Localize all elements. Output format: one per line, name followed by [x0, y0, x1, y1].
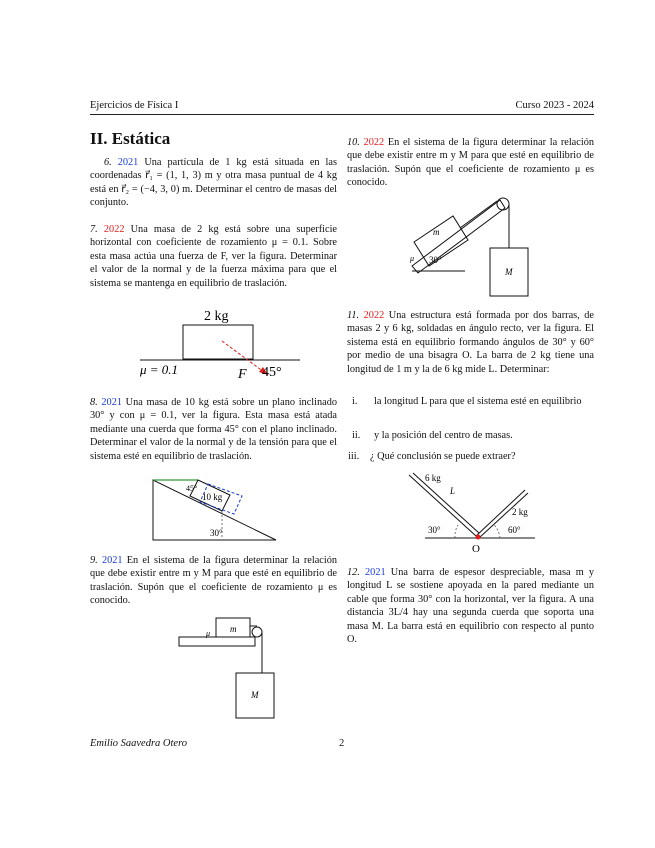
figure-11 [405, 470, 555, 555]
list-text: la longitud L para que el sistema esté en equilibrio [374, 396, 582, 407]
table [179, 637, 255, 646]
problem-number: 8. [90, 397, 98, 408]
list-roman: ii. [352, 430, 361, 441]
problem-year: 2021 [101, 397, 122, 408]
pulley [252, 627, 262, 637]
M-label: M [505, 267, 513, 277]
angle-left-label: 30° [428, 525, 441, 535]
problem-9 [90, 554, 337, 608]
header-rule [90, 114, 594, 115]
problem-number: 6. [104, 157, 112, 168]
header-right: Curso 2023 - 2024 [515, 100, 594, 111]
figure-10 [405, 192, 535, 298]
footer-page-number: 2 [339, 738, 345, 749]
list-item-iii [348, 450, 594, 464]
problem-year: 2021 [117, 157, 139, 168]
problem-11 [347, 309, 594, 376]
m-label: m [230, 624, 237, 634]
angle-label: 30° [429, 255, 442, 265]
problem-6 [90, 156, 337, 210]
problem-12 [347, 566, 594, 646]
figure-7 [140, 303, 300, 383]
L-label: L [450, 486, 456, 496]
problem-number: 10. [347, 137, 360, 148]
problem-year: 2022 [363, 137, 385, 148]
mass-label: 10 kg [202, 492, 223, 502]
angle-arc-left [455, 525, 458, 538]
list-item-i [352, 395, 594, 423]
figure-8 [150, 476, 280, 544]
problem-7 [90, 223, 337, 290]
angle-arc-right [493, 524, 500, 538]
angle-right-label: 60° [508, 525, 521, 535]
problem-8 [90, 396, 337, 463]
problem-text: En el sistema de la figura determinar la relación que debe existir entre m y M para que esté en equilibrio de traslación. Supón que el coeficiente de rozamiento μ es conocido. [90, 555, 337, 607]
force-label: F [238, 367, 247, 382]
hinge-label: O [472, 543, 480, 555]
problem-year: 2022 [363, 310, 385, 321]
problem-number: 11. [347, 310, 360, 321]
problem-text: Una partícula de 1 kg está situada en las coordenadas r⃗₁ = (1, 1, 3) m y otra masa puntual de 4 kg está en r⃗₂ = (−4, 3, 0) m. Determinar el centro de masas del conjunto. [90, 157, 337, 209]
M-label: M [251, 690, 259, 700]
header-left: Ejercicios de Física I [90, 100, 179, 111]
angle-label: 45° [262, 365, 282, 380]
problem-number: 12. [347, 567, 360, 578]
angle-base-label: 30° [210, 528, 223, 538]
problem-text: Una barra de espesor despreciable, masa m y longitud L se sostiene apoyada en la pared mediante un cable que forma 30° con la horizontal, ver la figura. A una distancia 3L/4 hay una segunda cuerda que soporta una masa M. La barra está en equilibrio con respecto al punto O. [347, 567, 595, 646]
mu-label: μ = 0.1 [140, 362, 179, 377]
list-roman: i. [352, 396, 358, 407]
list-text: y la posición del centro de masas. [374, 430, 513, 441]
mu-label: μ [410, 254, 415, 263]
m-label: m [433, 227, 440, 237]
footer-author: Emilio Saavedra Otero [90, 738, 188, 749]
problem-number: 9. [90, 555, 98, 566]
problem-year: 2021 [101, 555, 123, 566]
list-text: ¿ Qué conclusión se puede extraer? [370, 451, 516, 462]
problem-number: 7. [90, 224, 98, 235]
problem-year: 2021 [365, 567, 386, 578]
block-2kg [183, 325, 253, 359]
angle-top-label: 45° [186, 484, 198, 493]
mu-label: μ [206, 629, 211, 638]
problem-10 [347, 136, 594, 190]
mass-left-label: 6 kg [425, 473, 441, 483]
list-item-ii [352, 429, 594, 443]
problem-text: En el sistema de la figura determinar la relación que debe existir entre m y M para que esté en equilibrio de traslación. Supón que el coeficiente de rozamiento μ es conocido. [347, 137, 594, 189]
mass-label: 2 kg [204, 309, 229, 324]
section-title: II. Estática [90, 129, 171, 148]
problem-text: Una masa de 2 kg está sobre una superficie horizontal con coeficiente de rozamiento μ = 0.1. Sobre esta masa actúa una fuerza de F, ver la figura. Determinar el valor de la normal y de la fuerza máxima para que el sistema se mantenga en equilibrio de traslación. [90, 224, 338, 289]
hinge-point [476, 535, 481, 540]
bar-left-edge-1 [409, 475, 476, 536]
rope-incline [460, 201, 497, 228]
problem-text: Una estructura está formada por dos barras, de masas 2 y 6 kg, soldadas en ángulo recto, ver la figura. El sistema está en equilibrio formando ángulos de 30° y 60° por medio de una bisagra O. La barra de 2 kg tiene una longitud de 1 m y la de 6 kg mide L. Determinar: [347, 310, 594, 375]
figure-9 [175, 613, 275, 723]
problem-text: Una masa de 10 kg está sobre un plano inclinado 30° y con μ = 0.1, ver la figura. Esta masa está atada mediante una cuerda que forma 45° con el plano inclinado. Determinar el valor de la normal y de la tensión para que el sistema esté en equilibrio de traslación. [90, 397, 338, 462]
bar-left-edge-2 [413, 473, 479, 533]
mass-right-label: 2 kg [512, 507, 528, 517]
problem-year: 2022 [103, 224, 125, 235]
list-roman: iii. [348, 451, 360, 462]
